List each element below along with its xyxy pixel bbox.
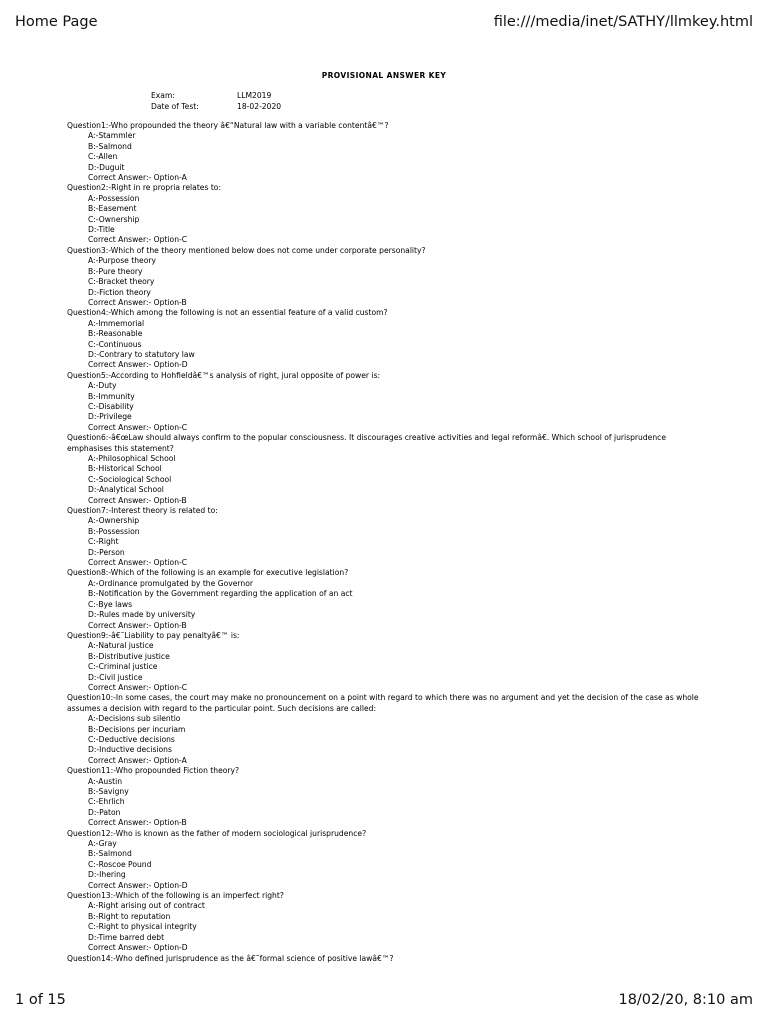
answer-option: A:-Austin (88, 776, 123, 786)
answer-option: C:-Right (88, 537, 119, 547)
print-footer (15, 992, 753, 1008)
answer-option: B:-Pure theory (88, 266, 143, 276)
question-text: Question14:-Who defined jurisprudence as the â€˜formal science of positive lawâ€™? (67, 953, 394, 963)
question-block (67, 371, 707, 433)
answer-option: D:-Contrary to statutory law (88, 349, 195, 359)
answer-option: A:-Ordinance promulgated by the Governor (88, 578, 253, 588)
answer-option: B:-Distributive justice (88, 651, 170, 661)
correct-answer: Correct Answer:- Option-D (88, 360, 188, 370)
exam-meta-row (151, 102, 281, 113)
correct-answer: Correct Answer:- Option-D (88, 880, 188, 890)
answer-option: C:-Allen (88, 152, 118, 162)
answer-option: A:-Possession (88, 193, 140, 203)
answer-option: B:-Savigny (88, 787, 129, 796)
answer-option: A:-Duty (88, 381, 117, 391)
answer-option: C:-Criminal justice (88, 662, 158, 672)
question-text: Question2:-Right in re propria relates to: (67, 183, 222, 193)
document-title: PROVISIONAL ANSWER KEY (321, 71, 447, 80)
question-block (67, 121, 707, 183)
question-block (67, 631, 707, 693)
answer-option: B:-Right to reputation (88, 911, 171, 921)
correct-answer: Correct Answer:- Option-B (88, 818, 187, 828)
answer-option: D:-Duguit (88, 162, 125, 172)
question-text: Question6:-â€œLaw should always confirm to the popular consciousness. It discourages creative activities and legal reformâ€. Which school of jurisprudence emphasises this statement? (67, 433, 666, 453)
answer-option: B:-Decisions per incuriam (88, 724, 186, 734)
answer-option: D:-Privilege (88, 412, 132, 422)
question-block (67, 433, 707, 506)
answer-option: C:-Ehrlich (88, 797, 125, 807)
answer-option: D:-Civil justice (88, 672, 143, 682)
answer-option: C:-Sociological School (88, 474, 172, 484)
question-text: Question11:-Who propounded Fiction theory? (67, 766, 240, 776)
exam-meta-row (151, 91, 281, 102)
answer-option: D:-Ihering (88, 870, 126, 880)
correct-answer: Correct Answer:- Option-B (88, 620, 187, 630)
answer-option: B:-Salmond (88, 141, 132, 151)
header-page-title: Home Page (15, 14, 98, 30)
answer-option: B:-Historical School (88, 464, 162, 474)
answer-option: A:-Immemorial (88, 318, 145, 328)
header-file-url: file:///media/inet/SATHY/llmkey.html (493, 14, 753, 30)
answer-option: A:-Gray (88, 839, 117, 849)
answer-option: C:-Deductive decisions (88, 734, 175, 744)
exam-meta (151, 91, 281, 112)
answer-option: C:-Bracket theory (88, 277, 155, 287)
question-text: Question8:-Which of the following is an example for executive legislation? (67, 568, 349, 578)
question-block (67, 954, 707, 964)
correct-answer: Correct Answer:- Option-C (88, 558, 188, 568)
answer-option: A:-Ownership (88, 516, 140, 526)
answer-option: B:-Easement (88, 204, 137, 214)
correct-answer: Correct Answer:- Option-C (88, 682, 188, 692)
answer-option: C:-Right to physical integrity (88, 922, 197, 932)
answer-option: A:-Natural justice (88, 641, 154, 651)
answer-option: C:-Disability (88, 401, 134, 411)
correct-answer: Correct Answer:- Option-A (88, 755, 187, 765)
answer-option: B:-Possession (88, 526, 140, 536)
question-text: Question3:-Which of the theory mentioned below does not come under corporate personality? (67, 245, 426, 255)
question-text: Question7:-Interest theory is related to: (67, 506, 218, 516)
question-text: Question4:-Which among the following is not an essential feature of a valid custom? (67, 308, 388, 318)
question-block (67, 506, 707, 568)
answer-option: D:-Title (88, 225, 115, 235)
print-header (15, 14, 753, 30)
correct-answer: Correct Answer:- Option-C (88, 422, 188, 432)
question-block (67, 183, 707, 245)
answer-option: A:-Right arising out of contract (88, 901, 205, 911)
answer-option: A:-Decisions sub silentio (88, 714, 181, 724)
question-block (67, 246, 707, 308)
question-text: Question9:-â€˜Liability to pay penaltyâ€™ is: (67, 630, 240, 640)
question-text: Question5:-According to Hohfieldâ€™s analysis of right, jural opposite of power is: (67, 370, 381, 380)
question-text: Question10:-In some cases, the court may make no pronouncement on a point with regard to which there was no argument and yet the decision of the case as whole assumes a decision with regard to the particular point. Such decisions are called: (67, 693, 699, 713)
correct-answer: Correct Answer:- Option-A (88, 173, 187, 183)
answer-option: C:-Roscoe Pound (88, 859, 152, 869)
answer-option: D:-Time barred debt (88, 932, 165, 942)
question-block (67, 568, 707, 630)
answer-option: A:-Stammler (88, 131, 136, 141)
correct-answer: Correct Answer:- Option-B (88, 495, 187, 505)
page-number: 1 of 15 (15, 992, 66, 1008)
question-block (67, 693, 707, 766)
date-label: Date of Test: (151, 101, 199, 111)
exam-value: LLM2019 (237, 91, 272, 100)
question-text: Question12:-Who is known as the father of modern sociological jurisprudence? (67, 828, 367, 838)
answer-option: C:-Continuous (88, 339, 142, 349)
date-value: 18-02-2020 (237, 101, 282, 111)
answer-option: D:-Fiction theory (88, 287, 151, 297)
answer-option: D:-Rules made by university (88, 610, 196, 620)
question-list (67, 121, 707, 964)
answer-option: B:-Reasonable (88, 329, 143, 339)
answer-option: B:-Immunity (88, 391, 135, 401)
answer-option: A:-Purpose theory (88, 256, 156, 266)
correct-answer: Correct Answer:- Option-C (88, 235, 188, 245)
question-block (67, 308, 707, 370)
answer-option: B:-Salmond (88, 849, 132, 859)
question-block (67, 766, 707, 828)
answer-option: A:-Philosophical School (88, 454, 176, 463)
exam-label: Exam: (151, 91, 175, 100)
question-block (67, 891, 707, 953)
question-block (67, 829, 707, 891)
answer-option: D:-Person (88, 547, 125, 557)
question-text: Question13:-Which of the following is an imperfect right? (67, 891, 284, 901)
answer-option: C:-Ownership (88, 214, 140, 224)
answer-option: D:-Inductive decisions (88, 745, 172, 755)
answer-option: D:-Analytical School (88, 485, 164, 495)
print-timestamp: 18/02/20, 8:10 am (618, 992, 753, 1008)
correct-answer: Correct Answer:- Option-B (88, 297, 187, 307)
question-text: Question1:-Who propounded the theory â€“Natural law with a variable contentâ€™? (67, 121, 389, 130)
answer-option: C:-Bye laws (88, 599, 133, 609)
answer-option: B:-Notification by the Government regarding the application of an act (88, 589, 353, 599)
correct-answer: Correct Answer:- Option-D (88, 943, 188, 953)
answer-option: D:-Paton (88, 807, 121, 817)
